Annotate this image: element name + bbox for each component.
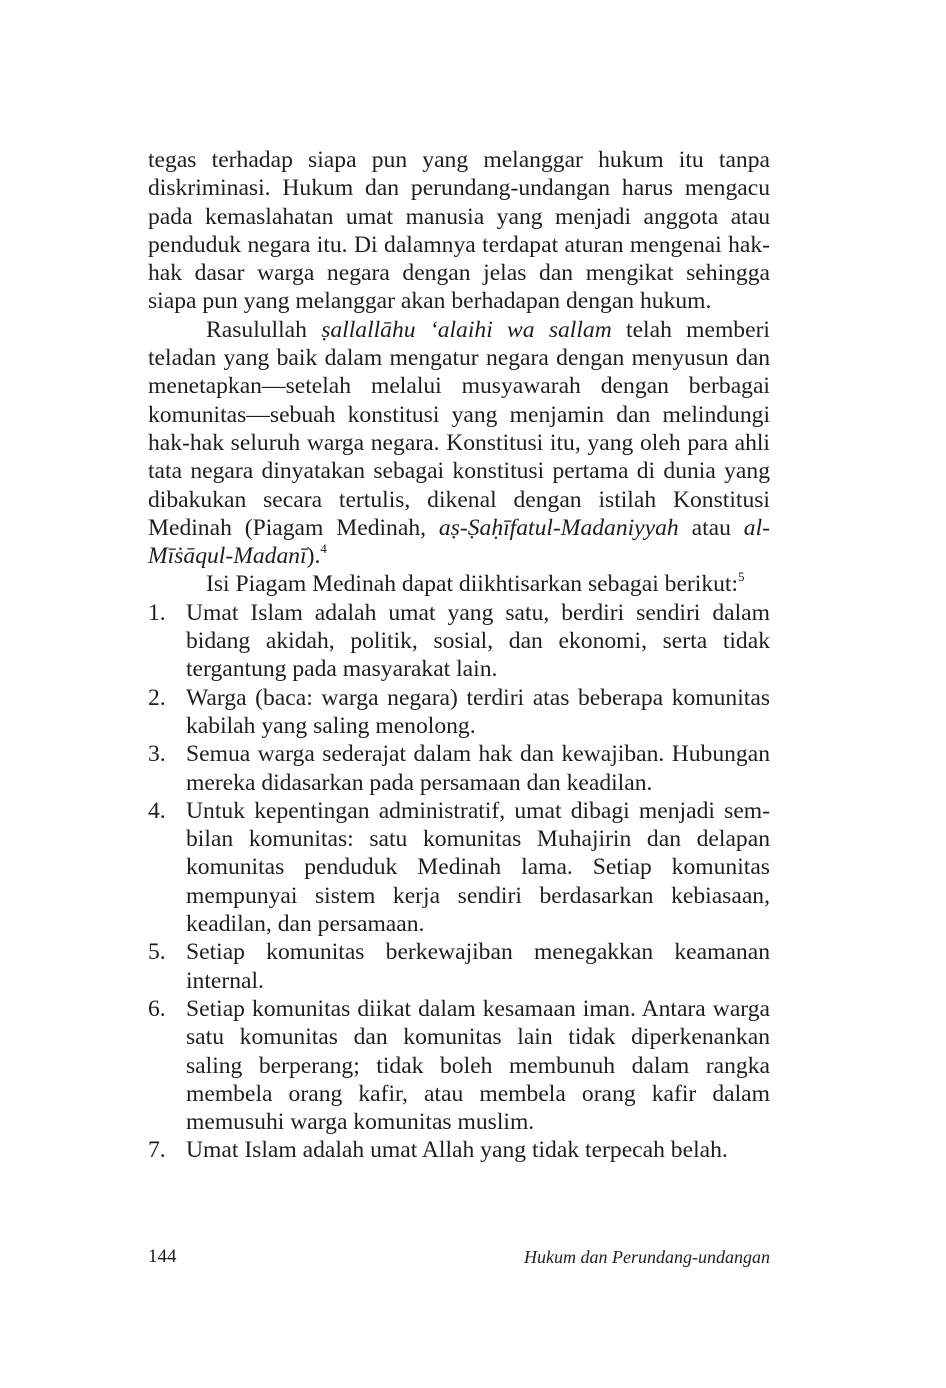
text-run: atau: [678, 514, 744, 541]
paragraph-list-intro: [148, 570, 770, 598]
list-text: Semua warga sederajat dalam hak dan kewajiban. Hubungan mereka didasarkan pada persamaan dan keadilan.: [186, 741, 770, 796]
list-number: 6.: [148, 995, 166, 1022]
list-item: [148, 599, 770, 684]
piagam-medinah-list: [148, 599, 770, 1165]
list-item: [148, 684, 770, 741]
list-item: [148, 797, 770, 938]
list-text: Setiap komunitas berkewajiban menegakkan keamanan internal.: [186, 939, 770, 994]
italic-honorific: ṣallallāhu ‘alaihi wa sallam: [321, 316, 612, 343]
italic-term-misaq: al-Mīṡāqul-Madanī: [148, 514, 770, 570]
text-run: Rasulullah: [206, 316, 322, 343]
list-item: [148, 995, 770, 1136]
list-text: Umat Islam adalah umat Allah yang tidak terpecah belah.: [186, 1137, 728, 1164]
list-number: 2.: [148, 684, 166, 711]
list-number: 7.: [148, 1137, 166, 1164]
page-number: 144: [148, 1246, 177, 1267]
list-number: 1.: [148, 599, 166, 626]
list-text: Setiap komunitas diikat dalam kesamaan iman. Antara warga satu komunitas dan komunitas lain tidak diperkenankan saling berperang; tidak boleh membunuh dalam rangka membela orang kafir, atau membela orang kafir dalam memusuhi warga komunitas muslim.: [186, 995, 770, 1136]
italic-term-sahifah: aṣ-Ṣaḥīfatul-Madaniyyah: [438, 514, 679, 541]
list-text: Warga (baca: warga negara) terdiri atas beberapa komunitas kabilah yang saling menolong.: [186, 684, 770, 739]
footnote-ref-5: 5: [738, 569, 745, 585]
text-run: ).: [306, 543, 321, 570]
running-title: Hukum dan Perundang-undangan: [524, 1247, 770, 1267]
text-run: Isi Piagam Medinah dapat diikhtisarkan sebagai berikut:: [206, 571, 739, 598]
list-item: [148, 740, 770, 797]
footnote-ref-4: 4: [320, 541, 327, 557]
list-number: 4.: [148, 797, 166, 824]
body-text: [148, 146, 770, 1165]
list-text: Umat Islam adalah umat yang satu, berdiri sendiri dalam bidang akidah, politik, sosial, dan ekonomi, serta tidak tergantung pada masyarakat lain.: [186, 599, 770, 683]
paragraph-rasulullah: [148, 316, 770, 571]
list-text: Untuk kepentingan administratif, umat dibagi menjadi sembilan komunitas: satu komunitas Muhajirin dan delapan komunitas penduduk Medinah lama. Setiap komunitas mempunyai sistem kerja sendiri berdasarkan kebiasaan, keadilan, dan persamaan.: [186, 797, 770, 938]
list-item: [148, 1136, 770, 1164]
list-number: 5.: [148, 939, 166, 966]
list-number: 3.: [148, 741, 166, 768]
paragraph-continuation: tegas terhadap siapa pun yang melanggar hukum itu tanpa diskriminasi. Hukum dan perundang-undangan harus mengacu pada kemaslahatan umat manusia yang menjadi anggota atau penduduk negara itu. Di dalamnya terdapat aturan mengenai hak-hak dasar warga negara dengan jelas dan mengikat sehingga siapa pun yang melanggar akan berhadapan dengan hukum.: [148, 147, 770, 315]
text-run: telah memberi teladan yang baik dalam mengatur negara dengan menyusun dan menetapkan—setelah melalui musyawarah dengan berbagai komunitas—sebuah konstitusi yang menjamin dan melindungi hak-hak seluruh warga negara. Konstitusi itu, yang oleh para ahli tata negara dinyatakan sebagai konstitusi pertama di dunia yang dibakukan secara tertulis, dikenal dengan istilah Konstitusi Medinah (Piagam Medinah,: [148, 316, 770, 541]
list-item: [148, 938, 770, 995]
